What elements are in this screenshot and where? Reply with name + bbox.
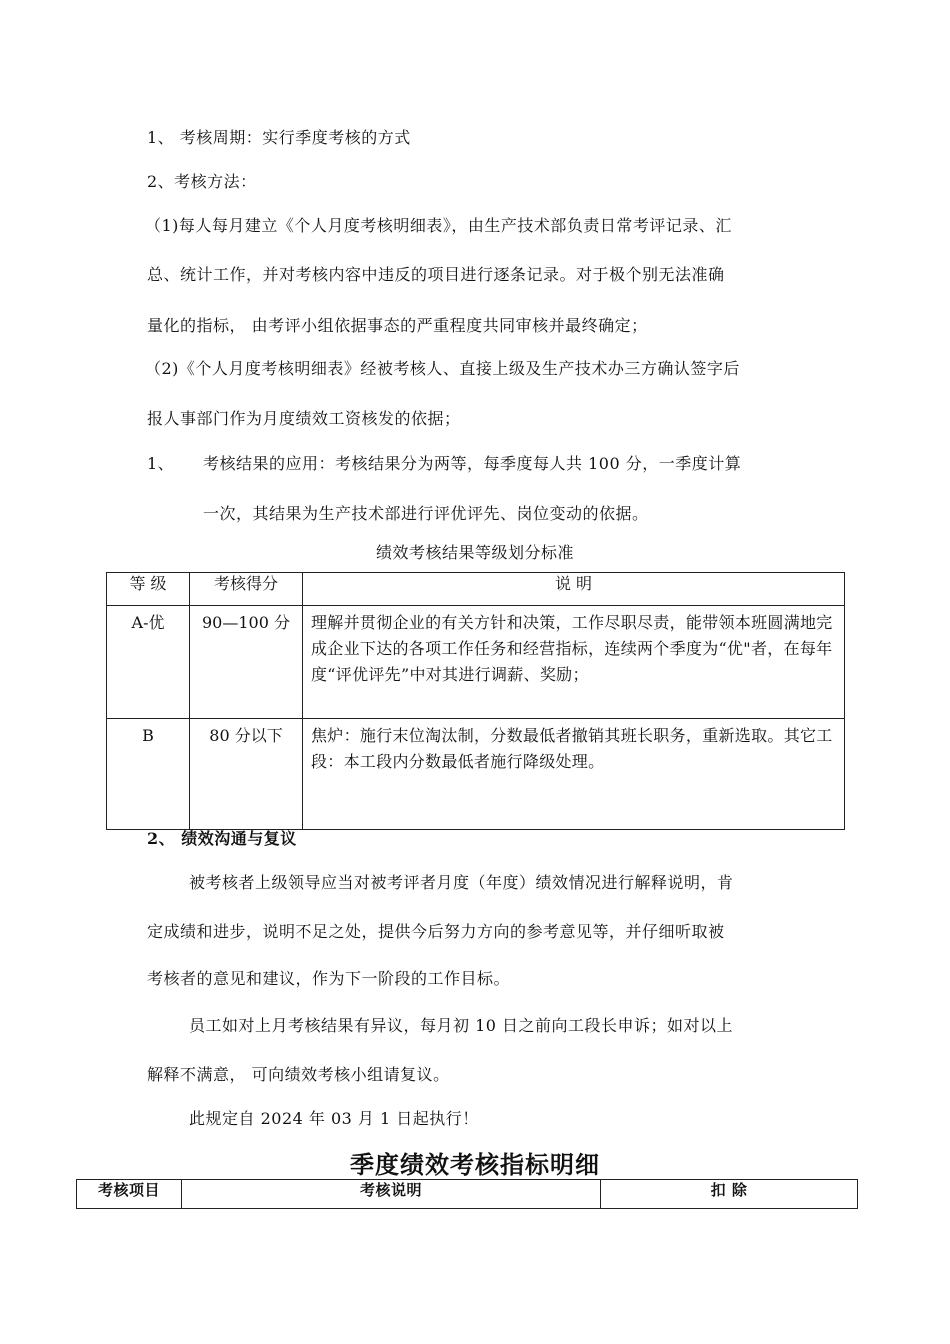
grade-score-cell: 80 分以下: [190, 719, 303, 830]
section-2-heading: 2、 绩效沟通与复议: [147, 829, 297, 848]
detail-table-header-row: [77, 1180, 858, 1209]
appeal-paragraph-line-1: 员工如对上月考核结果有异议，每月初 10 日之前向工段长申诉；如对以上: [189, 1016, 734, 1035]
grade-table-caption: 绩效考核结果等级划分标准: [375, 543, 574, 562]
table-row: [107, 719, 845, 830]
header-score: 考核得分: [190, 573, 303, 606]
header-item: 考核项目: [77, 1180, 182, 1209]
method-item-1-line-1: （1)每人每月建立《个人月度考核明细表》，由生产技术部负责日常考评记录、汇: [145, 216, 732, 235]
grade-level-cell: A-优: [107, 606, 190, 719]
header-deduction: 扣 除: [601, 1180, 858, 1209]
grade-score-cell: 90—100 分: [190, 606, 303, 719]
grade-level-cell: B: [107, 719, 190, 830]
effective-date-line: 此规定自 2024 年 03 月 1 日起执行！: [189, 1109, 479, 1128]
table-row: [107, 606, 845, 719]
grade-description-cell: 理解并贯彻企业的有关方针和决策，工作尽职尽责，能带领本班圆满地完成企业下达的各项工作任务和经营指标，连续两个季度为“优"者，在每年度“评优评先”中对其进行调薪、奖励；: [303, 606, 845, 719]
header-explanation: 考核说明: [182, 1180, 601, 1209]
assessment-method-heading: 2、考核方法：: [147, 172, 257, 191]
method-item-2-line-2: 报人事部门作为月度绩效工资核发的依据；: [147, 409, 461, 428]
result-application-line-1: 考核结果的应用：考核结果分为两等，每季度每人共 100 分，一季度计算: [203, 454, 742, 473]
feedback-paragraph-line-1: 被考核者上级领导应当对被考评者月度（年度）绩效情况进行解释说明，肯: [189, 873, 734, 892]
assessment-cycle-line: 1、 考核周期：实行季度考核的方式: [147, 128, 411, 147]
method-item-2-line-1: （2)《个人月度考核明细表》经被考核人、直接上级及生产技术办三方确认签字后: [145, 359, 740, 378]
method-item-1-line-2: 总、统计工作，并对考核内容中违反的项目进行逐条记录。对于极个别无法准确: [147, 265, 725, 284]
appeal-paragraph-line-2: 解释不满意， 可向绩效考核小组请复议。: [147, 1065, 450, 1084]
result-application-number: 1、: [147, 454, 175, 473]
grade-table-header-row: [107, 573, 845, 606]
grade-description-cell: 焦炉：施行末位淘汰制，分数最低者撤销其班长职务，重新选取。其它工段：本工段内分数最低者施行降级处理。: [303, 719, 845, 830]
detail-title: 季度绩效考核指标明细: [350, 1150, 600, 1179]
grade-standard-table: [106, 572, 845, 830]
feedback-paragraph-line-3: 考核者的意见和建议，作为下一阶段的工作目标。: [147, 969, 511, 988]
result-application-line-2: 一次，其结果为生产技术部进行评优评先、岗位变动的依据。: [203, 504, 649, 523]
detail-table: [76, 1179, 858, 1209]
header-description: 说 明: [303, 573, 845, 606]
feedback-paragraph-line-2: 定成绩和进步，说明不足之处，提供今后努力方向的参考意见等，并仔细听取被: [147, 922, 725, 941]
header-level: 等 级: [107, 573, 190, 606]
method-item-1-line-3: 量化的指标， 由考评小组依据事态的严重程度共同审核并最终确定；: [147, 316, 648, 335]
